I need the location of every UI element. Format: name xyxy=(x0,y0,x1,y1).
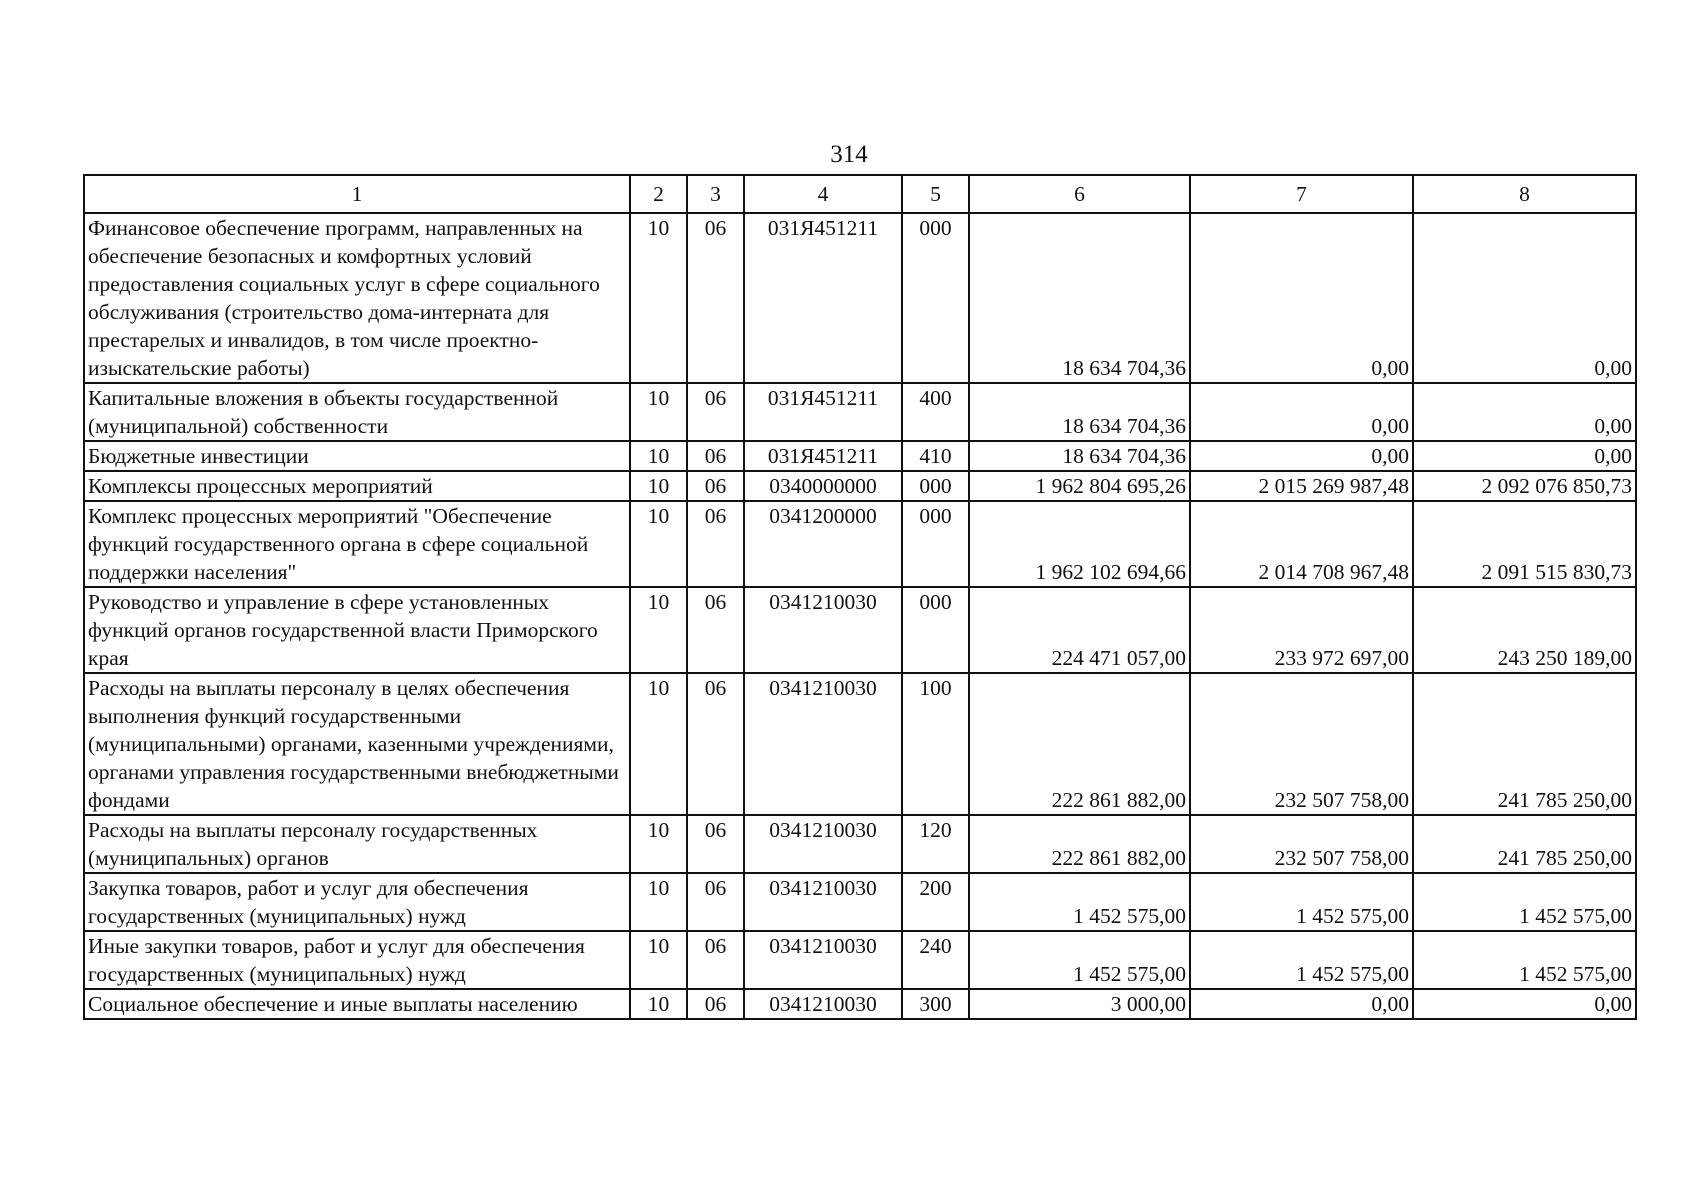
table-row xyxy=(84,383,1636,441)
section-code-cell: 10 xyxy=(630,989,687,1019)
table-row xyxy=(84,213,1636,383)
row-name-cell: Комплексы процессных мероприятий xyxy=(84,471,630,501)
subsection-code-cell: 06 xyxy=(687,587,744,673)
subsection-code-cell: 06 xyxy=(687,441,744,471)
subsection-code-cell: 06 xyxy=(687,873,744,931)
table-row xyxy=(84,989,1636,1019)
amount-col8-cell: 0,00 xyxy=(1413,441,1636,471)
row-name-cell: Социальное обеспечение и иные выплаты населению xyxy=(84,989,630,1019)
target-article-cell: 0341210030 xyxy=(744,873,902,931)
section-code-cell: 10 xyxy=(630,213,687,383)
header-cell: 3 xyxy=(687,175,744,213)
header-cell: 1 xyxy=(84,175,630,213)
expense-kind-cell: 120 xyxy=(902,815,969,873)
table-body xyxy=(84,213,1636,1019)
amount-col6-cell: 222 861 882,00 xyxy=(969,673,1190,815)
row-name-cell: Капитальные вложения в объекты государственной (муниципальной) собственности xyxy=(84,383,630,441)
row-name-cell: Руководство и управление в сфере установленных функций органов государственной власти Приморского края xyxy=(84,587,630,673)
amount-col6-cell: 222 861 882,00 xyxy=(969,815,1190,873)
subsection-code-cell: 06 xyxy=(687,471,744,501)
target-article-cell: 0340000000 xyxy=(744,471,902,501)
amount-col6-cell: 1 452 575,00 xyxy=(969,873,1190,931)
amount-col7-cell: 2 014 708 967,48 xyxy=(1190,501,1413,587)
expense-kind-cell: 200 xyxy=(902,873,969,931)
subsection-code-cell: 06 xyxy=(687,989,744,1019)
amount-col6-cell: 18 634 704,36 xyxy=(969,383,1190,441)
expense-kind-cell: 240 xyxy=(902,931,969,989)
amount-col7-cell: 232 507 758,00 xyxy=(1190,673,1413,815)
table-row xyxy=(84,815,1636,873)
target-article-cell: 0341200000 xyxy=(744,501,902,587)
section-code-cell: 10 xyxy=(630,673,687,815)
target-article-cell: 031Я451211 xyxy=(744,441,902,471)
amount-col6-cell: 224 471 057,00 xyxy=(969,587,1190,673)
amount-col6-cell: 18 634 704,36 xyxy=(969,441,1190,471)
target-article-cell: 031Я451211 xyxy=(744,213,902,383)
expense-kind-cell: 300 xyxy=(902,989,969,1019)
amount-col8-cell: 241 785 250,00 xyxy=(1413,815,1636,873)
amount-col8-cell: 0,00 xyxy=(1413,213,1636,383)
expense-kind-cell: 100 xyxy=(902,673,969,815)
amount-col6-cell: 18 634 704,36 xyxy=(969,213,1190,383)
amount-col7-cell: 2 015 269 987,48 xyxy=(1190,471,1413,501)
expense-kind-cell: 000 xyxy=(902,213,969,383)
amount-col7-cell: 0,00 xyxy=(1190,989,1413,1019)
expense-kind-cell: 000 xyxy=(902,471,969,501)
amount-col7-cell: 232 507 758,00 xyxy=(1190,815,1413,873)
table-row xyxy=(84,587,1636,673)
section-code-cell: 10 xyxy=(630,471,687,501)
section-code-cell: 10 xyxy=(630,383,687,441)
table-row xyxy=(84,873,1636,931)
subsection-code-cell: 06 xyxy=(687,383,744,441)
section-code-cell: 10 xyxy=(630,441,687,471)
amount-col8-cell: 0,00 xyxy=(1413,989,1636,1019)
target-article-cell: 0341210030 xyxy=(744,931,902,989)
amount-col6-cell: 3 000,00 xyxy=(969,989,1190,1019)
table-row xyxy=(84,501,1636,587)
amount-col6-cell: 1 962 804 695,26 xyxy=(969,471,1190,501)
row-name-cell: Закупка товаров, работ и услуг для обеспечения государственных (муниципальных) нужд xyxy=(84,873,630,931)
amount-col8-cell: 1 452 575,00 xyxy=(1413,931,1636,989)
header-row xyxy=(84,175,1636,213)
table-row xyxy=(84,471,1636,501)
section-code-cell: 10 xyxy=(630,873,687,931)
subsection-code-cell: 06 xyxy=(687,501,744,587)
amount-col6-cell: 1 962 102 694,66 xyxy=(969,501,1190,587)
section-code-cell: 10 xyxy=(630,501,687,587)
target-article-cell: 0341210030 xyxy=(744,815,902,873)
subsection-code-cell: 06 xyxy=(687,213,744,383)
table-row xyxy=(84,673,1636,815)
table-row xyxy=(84,931,1636,989)
header-cell: 8 xyxy=(1413,175,1636,213)
row-name-cell: Расходы на выплаты персоналу в целях обеспечения выполнения функций государственными (муниципальными) органами, казенными учреждениями, органами управления государственными внебюджетными фондами xyxy=(84,673,630,815)
amount-col7-cell: 1 452 575,00 xyxy=(1190,873,1413,931)
amount-col7-cell: 0,00 xyxy=(1190,441,1413,471)
amount-col8-cell: 243 250 189,00 xyxy=(1413,587,1636,673)
amount-col8-cell: 241 785 250,00 xyxy=(1413,673,1636,815)
amount-col8-cell: 2 091 515 830,73 xyxy=(1413,501,1636,587)
row-name-cell: Расходы на выплаты персоналу государственных (муниципальных) органов xyxy=(84,815,630,873)
section-code-cell: 10 xyxy=(630,587,687,673)
target-article-cell: 031Я451211 xyxy=(744,383,902,441)
amount-col8-cell: 0,00 xyxy=(1413,383,1636,441)
amount-col7-cell: 0,00 xyxy=(1190,383,1413,441)
section-code-cell: 10 xyxy=(630,815,687,873)
target-article-cell: 0341210030 xyxy=(744,673,902,815)
amount-col7-cell: 233 972 697,00 xyxy=(1190,587,1413,673)
expense-kind-cell: 400 xyxy=(902,383,969,441)
header-cell: 4 xyxy=(744,175,902,213)
amount-col8-cell: 1 452 575,00 xyxy=(1413,873,1636,931)
budget-table xyxy=(83,174,1637,1020)
target-article-cell: 0341210030 xyxy=(744,989,902,1019)
row-name-cell: Комплекс процессных мероприятий "Обеспечение функций государственного органа в сфере социальной поддержки населения" xyxy=(84,501,630,587)
header-cell: 2 xyxy=(630,175,687,213)
section-code-cell: 10 xyxy=(630,931,687,989)
amount-col6-cell: 1 452 575,00 xyxy=(969,931,1190,989)
target-article-cell: 0341210030 xyxy=(744,587,902,673)
amount-col7-cell: 1 452 575,00 xyxy=(1190,931,1413,989)
row-name-cell: Финансовое обеспечение программ, направленных на обеспечение безопасных и комфортных условий предоставления социальных услуг в сфере социального обслуживания (строительство дома-интерната для престарелых и инвалидов, в том числе проектно-изыскательские работы) xyxy=(84,213,630,383)
subsection-code-cell: 06 xyxy=(687,673,744,815)
table-row xyxy=(84,441,1636,471)
amount-col7-cell: 0,00 xyxy=(1190,213,1413,383)
page-number: 314 xyxy=(830,141,868,168)
expense-kind-cell: 000 xyxy=(902,501,969,587)
amount-col8-cell: 2 092 076 850,73 xyxy=(1413,471,1636,501)
header-cell: 7 xyxy=(1190,175,1413,213)
header-cell: 6 xyxy=(969,175,1190,213)
row-name-cell: Бюджетные инвестиции xyxy=(84,441,630,471)
expense-kind-cell: 000 xyxy=(902,587,969,673)
header-cell: 5 xyxy=(902,175,969,213)
subsection-code-cell: 06 xyxy=(687,815,744,873)
subsection-code-cell: 06 xyxy=(687,931,744,989)
expense-kind-cell: 410 xyxy=(902,441,969,471)
row-name-cell: Иные закупки товаров, работ и услуг для обеспечения государственных (муниципальных) нужд xyxy=(84,931,630,989)
